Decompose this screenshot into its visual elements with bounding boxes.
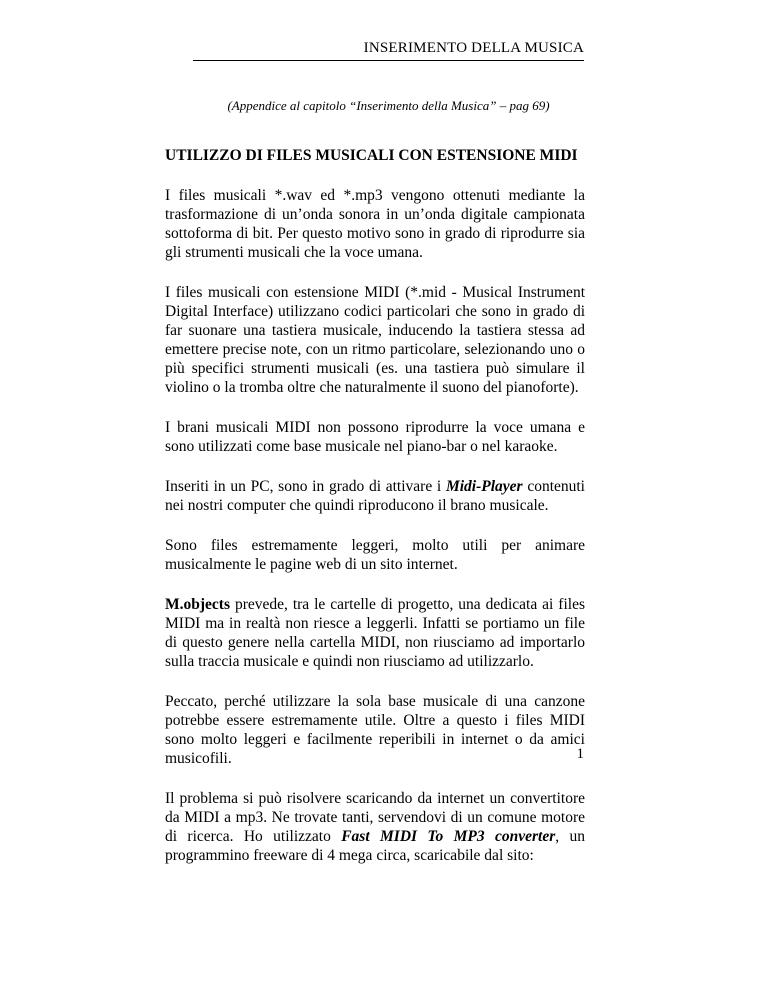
paragraph-6	[165, 595, 585, 671]
paragraph-5: Sono files estremamente leggeri, molto utili per animare musicalmente le pagine web di un sito internet.	[165, 537, 585, 573]
paragraph-3: I brani musicali MIDI non possono riprodurre la voce umana e sono utilizzati come base musicale nel piano-bar o nel karaoke.	[165, 419, 585, 455]
paragraph-8-text-start: Il problema si può risolvere scaricando da internet un convertitore da MIDI a mp3. Ne trovate tanti, servendovi di un comune motore di ricerca. Ho utilizzato	[165, 790, 585, 845]
section-heading: UTILIZZO DI FILES MUSICALI CON ESTENSIONE MIDI	[165, 147, 578, 164]
paragraph-2: I files musicali con estensione MIDI (*.mid - Musical Instrument Digital Interface) utilizzano codici particolari che sono in grado di far suonare una tastiera musicale, inducendo la tastiera stessa ad emettere precise note, con un ritmo particolare, selezionando uno o più specifici strumenti musicali (es. una tastiera può simulare il violino o la tromba oltre che naturalmente il suono del pianoforte).	[165, 284, 585, 396]
midi-player-term: Midi-Player	[445, 478, 523, 495]
chapter-reference: (Appendice al capitolo “Inserimento della Musica” – pag 69)	[227, 98, 550, 113]
mobjects-term: M.objects	[165, 596, 230, 613]
paragraph-4	[165, 477, 585, 515]
paragraph-7: Peccato, perché utilizzare la sola base musicale di una canzone potrebbe essere estremamente utile. Oltre a questo i files MIDI sono molto leggeri e facilmente reperibili in internet o da amici musicofili.	[165, 693, 585, 767]
body-content	[165, 146, 585, 886]
paragraph-4-text-start: Inseriti in un PC, sono in grado di attivare i	[165, 478, 446, 495]
converter-name-term: Fast MIDI To MP3 converter	[341, 828, 556, 845]
paragraph-8	[165, 789, 585, 865]
paragraph-6-text: prevede, tra le cartelle di progetto, una dedicata ai files MIDI ma in realtà non riesce a leggerli. Infatti se portiamo un file di questo genere nella cartella MIDI, non riusciamo ad importarlo sulla traccia musicale e quindi non riusciamo ad utilizzarlo.	[165, 596, 585, 670]
running-header: INSERIMENTO DELLA MUSICA	[193, 40, 584, 61]
paragraph-4-text-end: contenuti nei nostri computer che quindi riproducono il brano musicale.	[165, 478, 585, 514]
paragraph-1: I files musicali *.wav ed *.mp3 vengono ottenuti mediante la trasformazione di un’onda sonora in un’onda digitale campionata sottoforma di bit. Per questo motivo sono in grado di riprodurre sia gli strumenti musicali che la voce umana.	[165, 187, 585, 261]
page-number: 1	[576, 746, 584, 762]
paragraph-8-text-end: , un programmino freeware di 4 mega circa, scaricabile dal sito:	[165, 828, 585, 864]
